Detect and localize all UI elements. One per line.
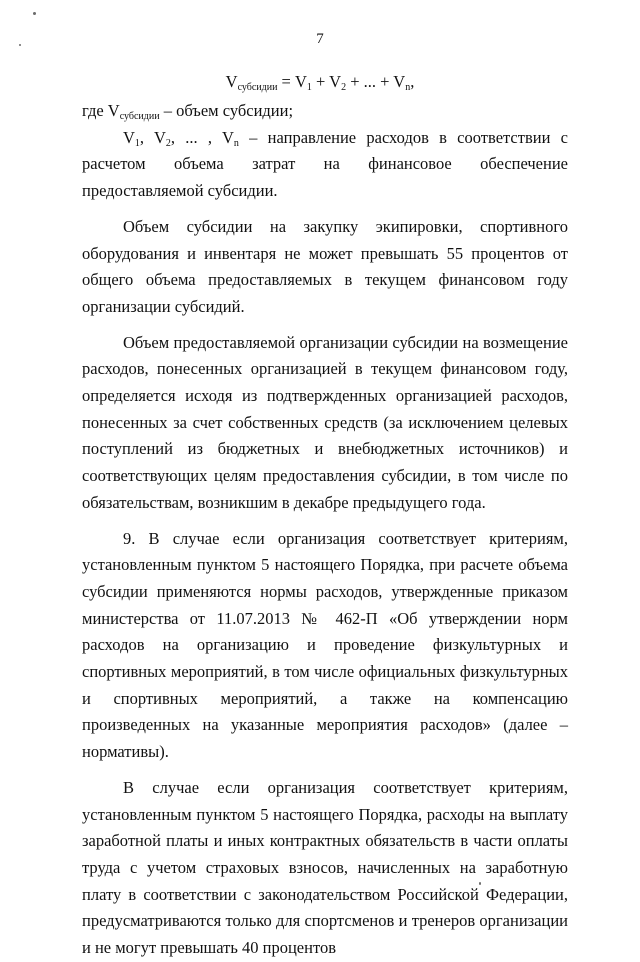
formula-plus: + V xyxy=(311,72,342,91)
var-subscript-2: 2 xyxy=(165,137,171,149)
formula-subscript-2: 2 xyxy=(341,82,347,93)
paragraph-equipment-limit: Объем субсидии на закупку экипировки, спортивного оборудования и инвентаря не может превышать 55 процентов от общего объема предоставляемых в текущем финансовом году организации субсидий. xyxy=(82,216,568,316)
formula-subscript-n: n xyxy=(405,82,411,93)
document-body xyxy=(82,98,568,962)
var-subscript-1: 1 xyxy=(134,137,140,149)
variables-definition xyxy=(82,125,568,205)
where-subscript: субсидии xyxy=(119,111,160,122)
var-vn: , ... , V xyxy=(170,127,234,147)
formula-lhs-subscript: субсидии xyxy=(237,82,278,93)
subsidy-formula xyxy=(0,72,640,93)
where-definition: – объем субсидии; xyxy=(159,101,294,120)
var-v2: , V xyxy=(139,127,166,147)
formula-ellipsis: + ... + V xyxy=(346,72,406,91)
var-subscript-n: n xyxy=(233,137,239,149)
formula-subscript-1: 1 xyxy=(306,82,312,93)
paragraph-reimbursement: Объем предоставляемой организации субсидии на возмещение расходов, понесенных организацией в текущем финансовом году, определяется исходя из подтвержденных организацией расходов, понесенных за счет собственных средств (за исключением целевых поступлений из бюджетных и внебюджетных источников) и соответствующих целям предоставления субсидии, в том числе по обязательствам, возникшим в декабре предыдущего года. xyxy=(82,332,568,512)
paragraph-salary-limit: В случае если организация соответствует критериям, установленным пунктом 5 настоящего Порядка, расходы на выплату заработной платы и иных контрактных обязательств в части оплаты труда с учетом страховых взносов, начисленных на заработную плату в соответствии с законодательством Российской Федерации, предусматриваются только для спортсменов и тренеров организации и не могут превышать 40 процентов xyxy=(82,777,568,958)
formula-comma: , xyxy=(410,72,415,91)
paragraph-9-norms: 9. В случае если организация соответствует критериям, установленным пунктом 5 настоящего Порядка, при расчете объема субсидии применяются нормы расходов, утвержденные приказом министерства от 11.07.2013 № 462-П «Об утверждении норм расходов на организацию и проведение физкультурных и спортивных мероприятий, в том числе официальных физкультурных и спортивных мероприятий, а также на компенсацию произведенных на указанные мероприятия расходов» (далее – нормативы). xyxy=(82,528,568,762)
var-v1: V xyxy=(123,127,135,147)
formula-lhs: V xyxy=(225,72,238,91)
scan-speck xyxy=(33,12,36,15)
where-line xyxy=(82,98,568,125)
page-number: 7 xyxy=(316,31,324,47)
variables-text: – направление расходов в соответствии с расчетом объема затрат на финансовое обеспечение предоставляемой субсидии. xyxy=(82,127,568,201)
where-prefix: где V xyxy=(82,101,120,120)
formula-equals: = V xyxy=(277,72,307,91)
